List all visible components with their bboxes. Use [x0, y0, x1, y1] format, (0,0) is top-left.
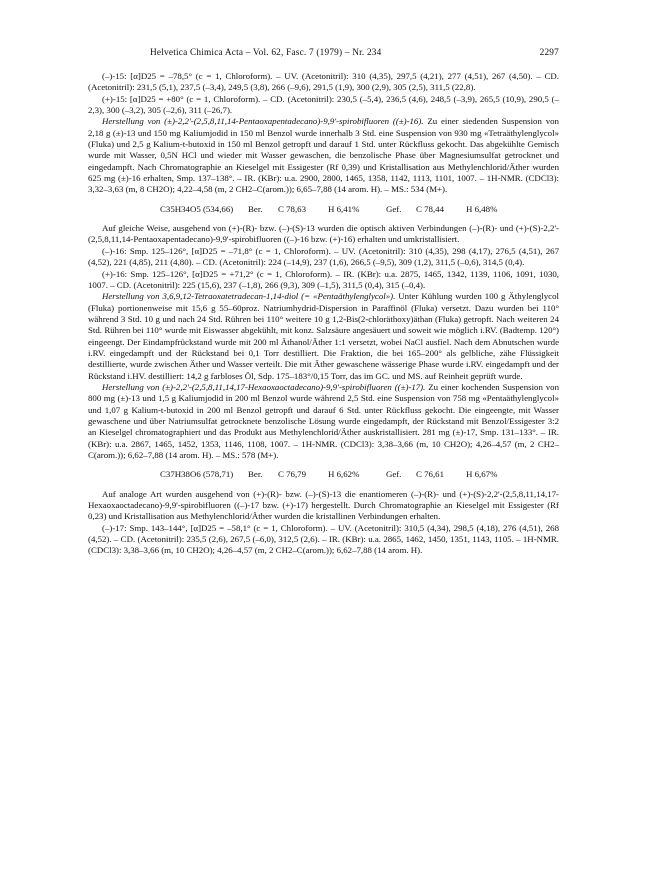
section-lead-glycol: Herstellung von 3,6,9,12-Tetraoxatetradecan-1,14-diol (= «Pentaäthylenglycol»).	[102, 291, 396, 302]
section-lead-16: Herstellung von (±)-2,2'-(2,5,8,11,14-Pentaoxapentadecano)-9,9'-spirobifluoren ((±)-16).	[102, 116, 424, 127]
running-title: Helvetica Chimica Acta – Vol. 62, Fasc. 7 (1979) – Nr. 234	[150, 48, 382, 58]
gef-c: C 78,44	[416, 203, 445, 214]
formula-16: C35H34O5 (534,66)	[160, 203, 234, 214]
article-body	[88, 71, 559, 557]
paragraph-minus-17: (–)-17: Smp. 143–144°, [α]D25 = –58,1° (c = 1, Chloroform). – UV. (Acetonitril): 310,5 (4,34), 298,5 (4,18), 276 (4,51), 268 (4,52). – CD. (Acetonitril): 235,5 (2,6), 267,5 (–6,0), 312,5 (2,6). – IR. (KBr): u.a. 2865, 1462, 1450, 1351, 1143, 1105. – 1H-NMR. (CDCl3): 3,38–3,66 (m, 10 CH2O); 4,26–4,57 (m, 2 CH2–C(arom.)); 6,62–7,88 (14 arom. H).	[88, 522, 559, 556]
paragraph-text-glycol: Unter Kühlung wurden 100 g Äthylenglycol (Fluka) portionenweise mit 15,6 g 55–60proz. Natriumhydrid-Dispersion in Paraffinöl (Fluka) versetzt. Dazu wurden bei 110° während 3 Std. 10 g und nach 24 Std. Rühren bei 110° weitere 10 g 1,2-Bis(2-chloräthoxy)äthan (Fluka) getropft. Nach weiteren 24 Std. Rühren bei 110° wurde mit Eiswasser abgekühlt, mit konz. Salzsäure angesäuert und soweit wie möglich i.RV. (Badtemp. 120°) eingeengt. Der Eindampfrückstand wurde mit 200 ml Äthanol/Äther 1:1 versetzt, wobei NaCl ausfiel. Nach dem Abnutschen wurde i.RV. eingedampft und der Rückstand bei 0,1 Torr destilliert. Die Fraktion, die bei 165–200° als gelbliche, zähe Flüssigkeit destillierte, wurde zwischen Äther und Wasser verteilt. Die mit Äther gewaschene wässerige Phase wurde i.RV. eingedampft und der Rückstand i.HV. destilliert: 14,2 g farbloses Öl, Sdp. 175–183°/0,15 Torr, das im GC. und MS. auf Reinheit geprüft wurde.	[88, 291, 559, 381]
paragraph-minus-15: (–)-15: [α]D25 = –78,5° (c = 1, Chloroform). – UV. (Acetonitril): 310 (4,35), 297,5 (4,21), 277 (4,51), 267 (4,50). – CD. (Acetonitril): 231,5 (5,1), 237,5 (–3,4), 249,5 (3,8), 266 (–9,6), 291,5 (1,9), 300 (2,9), 305 (2,5), 311,5 (22,8).	[88, 71, 559, 93]
gef-label: Gef.	[386, 469, 402, 480]
elemental-analysis-16	[88, 204, 559, 215]
ber-label: Ber.	[248, 469, 263, 480]
paragraph-prep-17	[88, 382, 559, 461]
ber-c: C 78,63	[278, 203, 307, 214]
paragraph-pentaethylene-glycol	[88, 291, 559, 382]
section-lead-17: Herstellung von (±)-2,2'-(2,5,8,11,14,17-Hexaoxaoctadecano)-9,9'-spirobifluoren ((±)-17).	[102, 381, 426, 392]
paragraph-plus-16: (+)-16: Smp. 125–126°, [α]D25 = +71,2° (c = 1, Chloroform). – IR. (KBr): u.a. 2875, 1465, 1342, 1139, 1106, 1091, 1030, 1007. – CD. (Acetonitril): 225 (15,6), 237 (–1,8), 266 (9,3), 309 (–1,5), 311,5 (0,4), 315 (–0,4).	[88, 268, 559, 290]
paragraph-plus-15: (+)-15: [α]D25 = +80° (c = 1, Chloroform). – CD. (Acetonitril): 230,5 (–5,4), 236,5 (4,6), 248,5 (–3,9), 265,5 (10,9), 290,5 (–2,3), 300 (–3,2), 305 (–2,6), 311 (–26,7).	[88, 93, 559, 116]
formula-17: C37H38O6 (578,71)	[160, 469, 234, 480]
gef-h: H 6,48%	[466, 203, 498, 214]
paragraph-text-17: Zu einer kochenden Suspension von 800 mg (±)-13 und 1,5 g Kaliumjodid in 200 ml Benzol wurde während 2,5 Std. eine Suspension von 758 mg «Pentaäthylenglycol» und 1,07 g Kalium-t-butoxid in 200 ml Benzol getropft und darauf 6 Std. unter Rückfluss gekocht. Die eingeengte, mit Wasser gewaschene und über Natriumsulfat getrocknete benzolische Lösung wurde eingedampft, der Rückstand mit Benzol/Essigester 3:2 an Kieselgel chromatographiert und das Produkt aus Methylenchlorid/Äther auskristallisiert. 281 mg (±)-17, Smp. 131–133°. – IR. (KBr): u.a. 2867, 1465, 1452, 1353, 1146, 1108, 1007. – 1H-NMR. (CDCl3): 3,38–3,66 (m, 10 CH2O); 4,26–4,57 (m, 2 CH2–C(arom.)); 6,62–7,88 (14 arom. H). – MS.: 578 (M+).	[88, 381, 560, 460]
paragraph-text-16: Zu einer siedenden Suspension von 2,18 g (±)-13 und 150 mg Kaliumjodid in 150 ml Benzol wurde innerhalb 3 Std. eine Suspension von 930 mg «Tetraäthylenglycol» (Fluka) und 2,5 g Kalium-t-butoxid in 150 ml Benzol getropft und darauf 1 Std. unter Rückfluss gekocht. Das abgekühlte Gemisch wurde mit Wasser, 0,5N HCl und wieder mit Wasser gewaschen, die benzolische Phase über Magnesiumsulfat getrocknet und eingedampft. Nach Chromatographie an Kieselgel mit Essigester (Rf 0,39) und Kristallisation aus Methylenchlorid/Äther wurden 625 mg (±)-16 erhalten, Smp. 137–138°. – IR. (KBr): u.a. 2900, 2800, 1465, 1358, 1142, 1113, 1101, 1007. – 1H-NMR. (CDCl3): 3,32–3,63 (m, 8 CH2O); 4,22–4,58 (m, 2 CH2–C(arom.)); 6,65–7,88 (14 arom. H). – MS.: 534 (M+).	[88, 116, 559, 195]
paragraph-minus-16: (–)-16: Smp. 125–126°, [α]D25 = –71,8° (c = 1, Chloroform). – UV. (Acetonitril): 310 (4,35), 298 (4,17), 276,5 (4,51), 267 (4,52), 221 (4,85), 211 (4,80). – CD. (Acetonitril): 224 (–14,9), 237 (1,6), 266,5 (–9,5), 309 (1,2), 311,5 (–0,6), 314,5 (0,4).	[88, 245, 559, 268]
ber-label: Ber.	[248, 203, 263, 214]
ber-c: C 76,79	[278, 469, 307, 480]
page-number: 2297	[539, 48, 559, 58]
paragraph-optically-active-17: Auf analoge Art wurden ausgehend von (+)-(R)- bzw. (–)-(S)-13 die enantiomeren (–)-(R)- und (+)-(S)-2,2'-(2,5,8,11,14,17-Hexaoxaoctadecano)-9,9'-spirobifluoren ((–)-17 bzw. (+)-17) hergestellt. Durch Chromatographie an Kieselgel mit Essigester (Rf 0,23) und Kristallisation aus Methylenchlorid/Äther wurden die kristallinen Verbindungen erhalten.	[88, 488, 559, 522]
paragraph-prep-16	[88, 116, 559, 195]
running-header	[88, 48, 559, 62]
elemental-analysis-17	[88, 469, 559, 480]
journal-page	[88, 48, 559, 557]
gef-c: C 76,61	[416, 469, 445, 480]
ber-h: H 6,62%	[328, 469, 360, 480]
paragraph-optically-active-16: Auf gleiche Weise, ausgehend von (+)-(R)- bzw. (–)-(S)-13 wurden die optisch aktiven Verbindungen (–)-(R)- und (+)-(S)-2,2'-(2,5,8,11,14-Pentaoxapentadecano)-9,9'-spirobifluoren ((–)-16 bzw. (+)-16) erhalten und umkristallisiert.	[88, 223, 559, 245]
ber-h: H 6,41%	[328, 203, 360, 214]
gef-h: H 6,67%	[466, 469, 498, 480]
gef-label: Gef.	[386, 203, 402, 214]
